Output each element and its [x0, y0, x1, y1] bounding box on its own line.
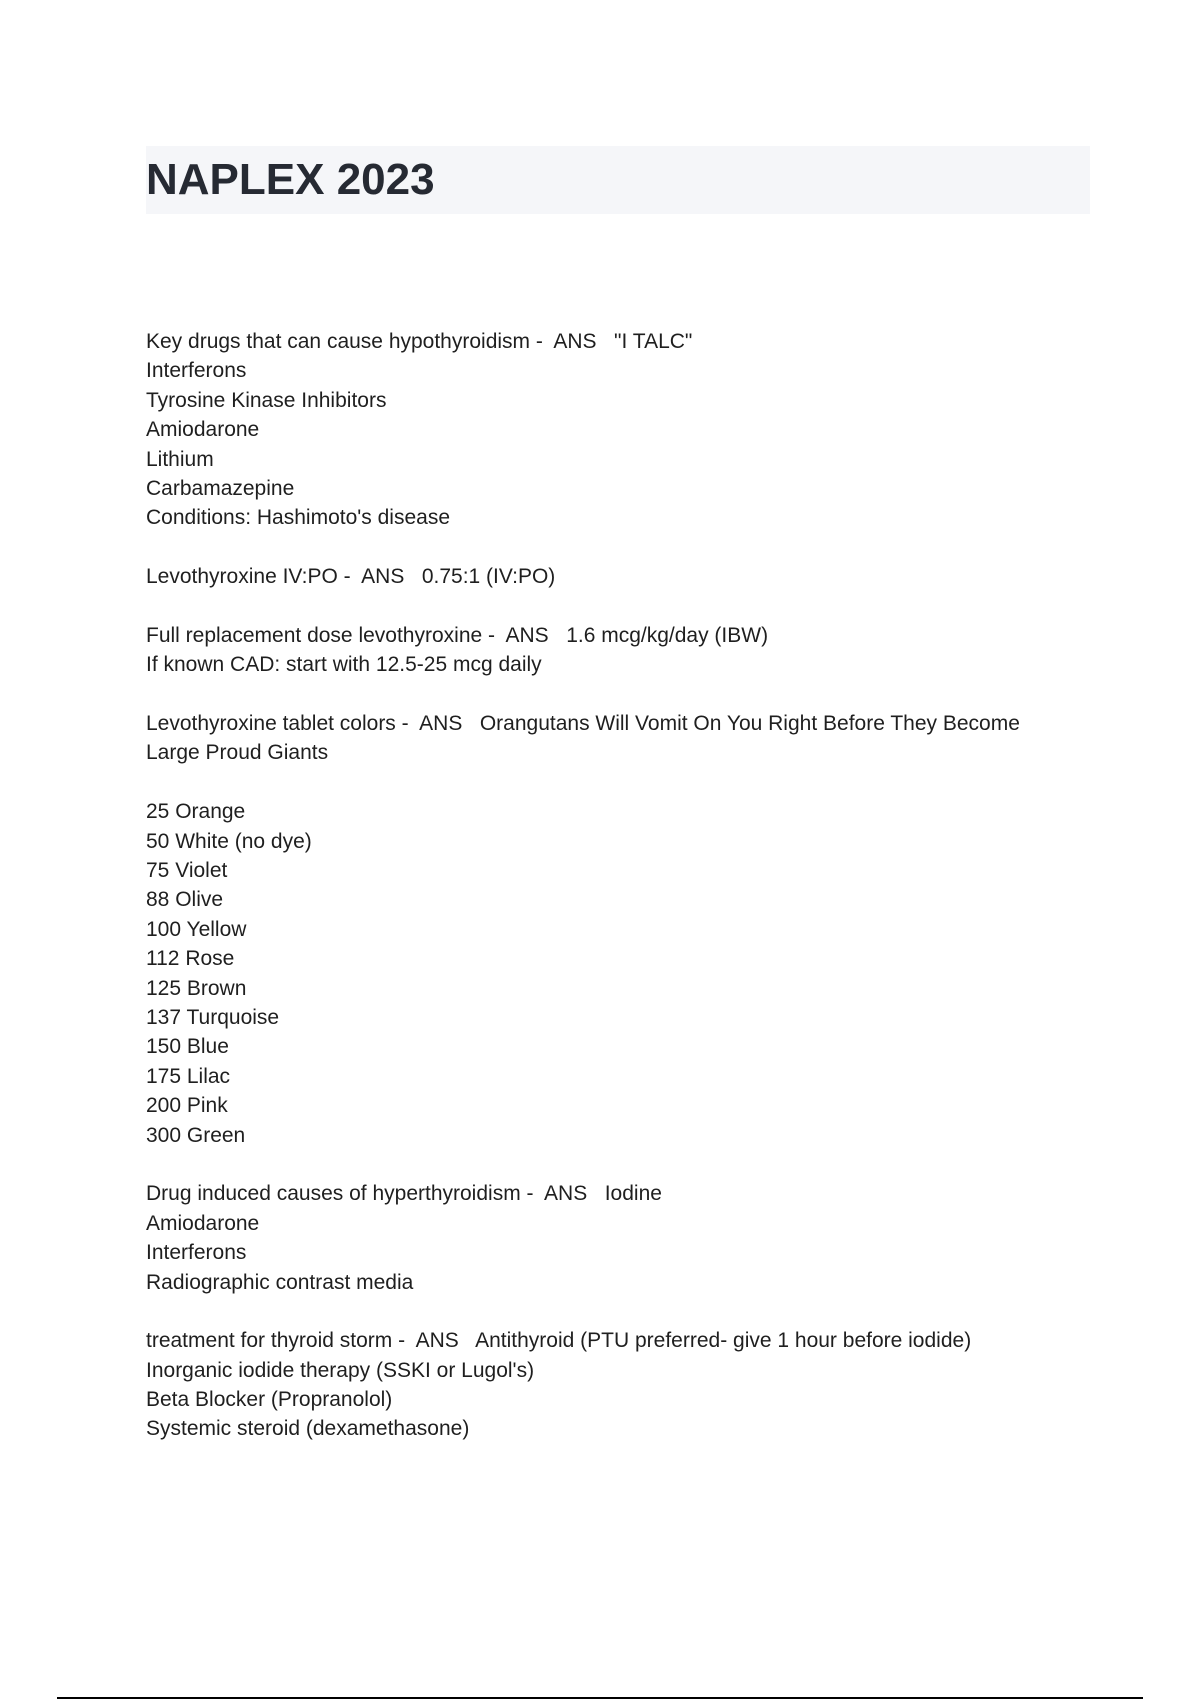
list-item: 200 Pink	[146, 1094, 228, 1118]
list-item: 112 Rose	[146, 947, 235, 971]
list-item: 150 Blue	[146, 1035, 229, 1059]
text-line: Systemic steroid (dexamethasone)	[146, 1417, 470, 1441]
text-line: Lithium	[146, 447, 214, 471]
block-color-list	[146, 797, 1106, 1150]
text-line: If known CAD: start with 12.5-25 mcg daily	[146, 653, 542, 677]
block-replacement-dose	[146, 621, 1106, 680]
text-line: Conditions: Hashimoto's disease	[146, 506, 450, 530]
text-line: Tyrosine Kinase Inhibitors	[146, 388, 387, 412]
text-line: Large Proud Giants	[146, 741, 329, 765]
list-item: 50 White (no dye)	[146, 829, 312, 853]
text-line: Interferons	[146, 1241, 247, 1265]
block-hyperthyroidism-drugs	[146, 1179, 1106, 1297]
text-line: Carbamazepine	[146, 476, 295, 500]
text-line: Amiodarone	[146, 1211, 260, 1235]
list-item: 125 Brown	[146, 976, 247, 1000]
block-levothyroxine-iv-po	[146, 562, 1106, 591]
text-line: Full replacement dose levothyroxine - ANS 1.6 mcg/kg/day (IBW)	[146, 623, 769, 647]
text-line: Levothyroxine tablet colors - ANS Orangutans Will Vomit On You Right Before They Become	[146, 712, 1020, 736]
list-item: 175 Lilac	[146, 1064, 231, 1088]
text-line: treatment for thyroid storm - ANS Antithyroid (PTU preferred- give 1 hour before iodide)	[146, 1329, 972, 1353]
footer-divider	[57, 1697, 1143, 1699]
list-item: 100 Yellow	[146, 917, 247, 941]
document-body	[146, 327, 1106, 1444]
text-line: Key drugs that can cause hypothyroidism - ANS "I TALC"	[146, 330, 693, 353]
list-item: 75 Violet	[146, 859, 228, 883]
text-line: Amiodarone	[146, 418, 260, 442]
list-item: 137 Turquoise	[146, 1005, 280, 1029]
text-line: Interferons	[146, 359, 247, 383]
block-hypothyroidism-drugs	[146, 327, 1106, 533]
text-line: Radiographic contrast media	[146, 1270, 414, 1294]
text-line: Beta Blocker (Propranolol)	[146, 1388, 393, 1412]
list-item: 25 Orange	[146, 800, 246, 824]
block-tablet-colors	[146, 709, 1106, 768]
text-line: Levothyroxine IV:PO - ANS 0.75:1 (IV:PO)	[146, 565, 556, 589]
block-thyroid-storm	[146, 1326, 1106, 1444]
text-line: Drug induced causes of hyperthyroidism - ANS Iodine	[146, 1182, 662, 1206]
list-item: 300 Green	[146, 1123, 246, 1147]
list-item: 88 Olive	[146, 888, 224, 912]
text-line: Inorganic iodide therapy (SSKI or Lugol's)	[146, 1358, 535, 1382]
page-title: NAPLEX 2023	[146, 155, 435, 204]
